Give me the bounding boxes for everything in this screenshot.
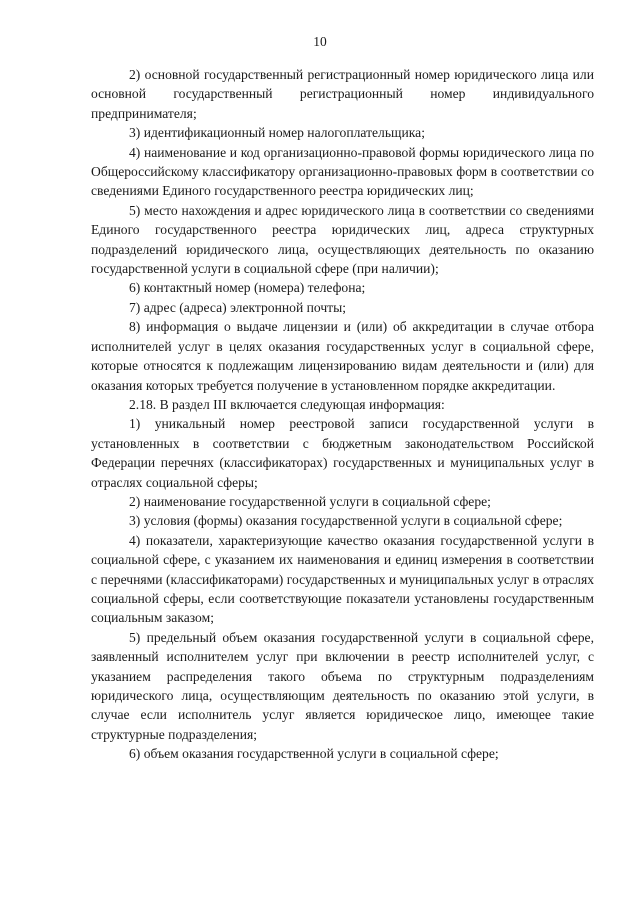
paragraph-2-18-item-3: 3) условия (формы) оказания государственной услуги в социальной сфере; — [129, 513, 563, 529]
paragraph-2-18-item-6: 6) объем оказания государственной услуги в социальной сфере; — [129, 746, 499, 762]
paragraph-2-18-item-2: 2) наименование государственной услуги в социальной сфере; — [129, 493, 491, 509]
paragraph-item-4: 4) наименование и код организационно-правовой формы юридического лица по Общероссийскому классификатору организационно-правовых форм в соответствии со сведениями Единого государственного реестра юридических лиц; — [91, 144, 594, 199]
page-number: 10 — [313, 34, 327, 49]
paragraph-item-2: 2) основной государственный регистрационный номер юридического лица или основной государственный регистрационный номер индивидуального предпринимателя; — [91, 67, 594, 121]
paragraph-2-18-item-4: 4) показатели, характеризующие качество оказания государственной услуги в социальной сфере, с указанием их наименования и единиц измерения в соответствии с перечнями (классификаторами) государственных и муниципальных услуг в отраслях социальной сферы, если соответствующие показатели установлены государственным социальным заказом; — [91, 532, 594, 626]
paragraph-2-18-item-5: 5) предельный объем оказания государственной услуги в социальной сфере, заявленный исполнителем услуг при включении в реестр исполнителей услуг, с указанием распределения такого объема по структурным подразделениям юридического лица, осуществляющим деятельность по оказанию этой услуги, в случае если исполнитель услуг является юридическое лицо, имеющее такие структурные подразделения; — [91, 629, 594, 742]
section-2-18-heading: 2.18. В раздел III включается следующая информация: — [129, 396, 445, 412]
paragraph-item-8: 8) информация о выдаче лицензии и (или) об аккредитации в случае отбора исполнителей услуг в целях оказания государственных услуг в социальной сфере, которые относятся к подлежащим лицензированию видам деятельности и (или) для оказания которых требуется получение в установленном порядке аккредитации. — [91, 319, 594, 393]
paragraph-item-7: 7) адрес (адреса) электронной почты; — [129, 299, 347, 315]
paragraph-item-5: 5) место нахождения и адрес юридического лица в соответствии со сведениями Единого государственного реестра юридических лиц, адреса структурных подразделений юридического лица, осуществляющих деятельность по оказанию государственной услуги в социальной сфере (при наличии); — [91, 202, 594, 277]
paragraph-2-18-item-1: 1) уникальный номер реестровой записи государственной услуги в установленных в соответствии с бюджетным законодательством Российской Федерации перечнях (классификаторах) государственных и муниципальных услуг в отраслях социальной сферы; — [91, 416, 594, 490]
paragraph-item-6: 6) контактный номер (номера) телефона; — [129, 280, 366, 296]
paragraph-item-3: 3) идентификационный номер налогоплательщика; — [129, 125, 425, 141]
document-body — [91, 65, 594, 764]
